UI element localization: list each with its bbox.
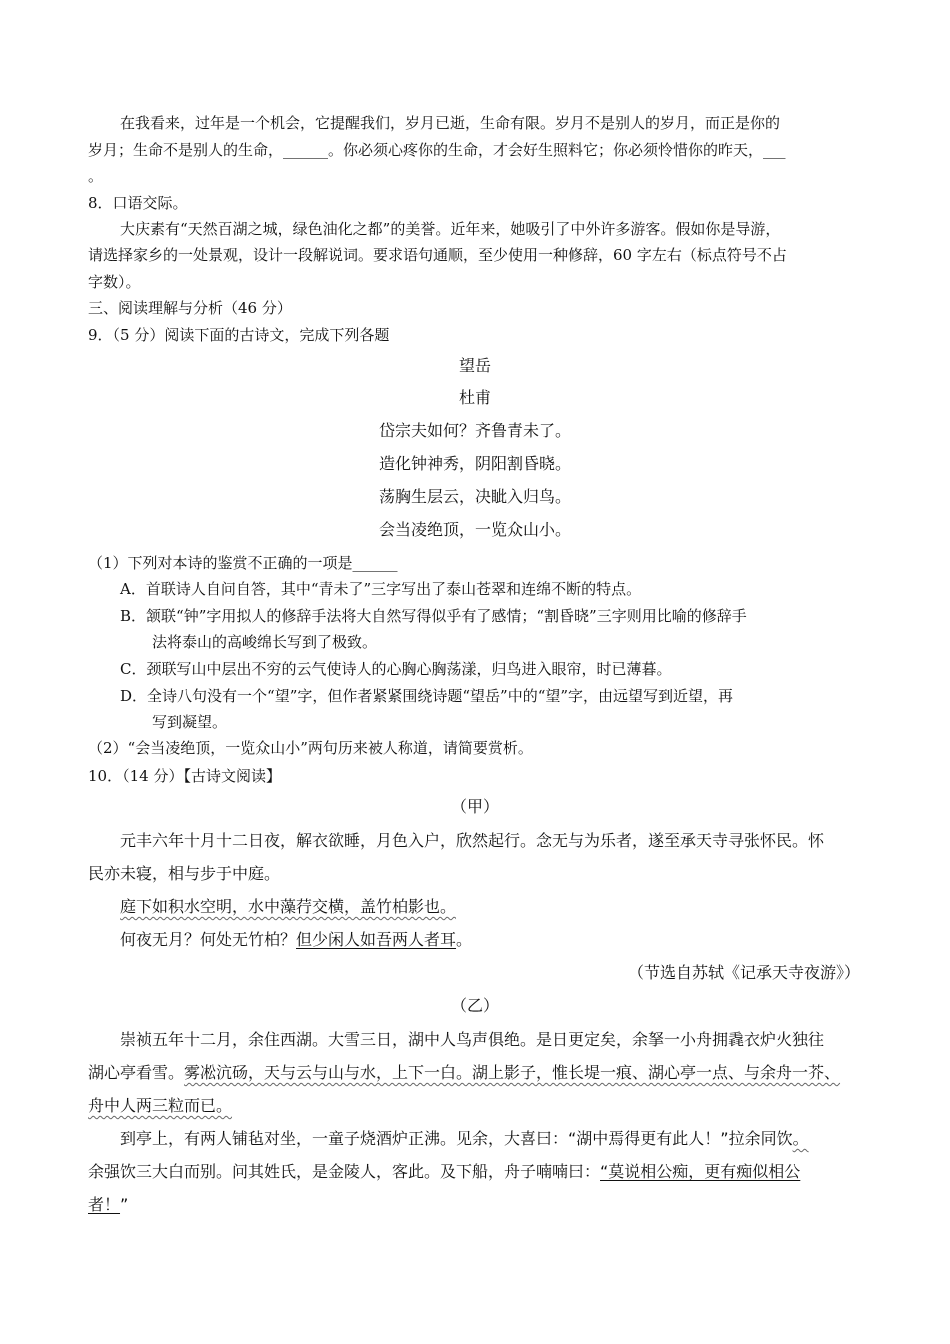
passage-jia-line: 元丰六年十月十二日夜，解衣欲睡，月色入户，欣然起行。念无与为乐者，遂至承天寺寻张怀民。怀 <box>120 831 825 850</box>
subquestion-2: （2）“会当凌绝顶，一览众山小”两句历来被人称道，请简要赏析。 <box>88 739 533 757</box>
passage-line: 。 <box>88 167 104 185</box>
section-heading: 三、阅读理解与分析（46 分） <box>88 299 292 317</box>
option-b-cont: 法将泰山的高峻绵长写到了极致。 <box>152 633 378 651</box>
passage-jia-source: （节选自苏轼《记承天寺夜游》） <box>627 963 860 982</box>
subquestion-1: （1）下列对本诗的鉴赏不正确的一项是______ <box>88 554 398 572</box>
option-a: A．首联诗人自问自答，其中“青未了”三字写出了泰山苍翠和连绵不断的特点。 <box>120 580 642 598</box>
yi-line-text: 余强饮三大白而别。问其姓氏，是金陵人，客此。及下船，舟子喃喃曰： <box>88 1162 601 1181</box>
option-d: D．全诗八句没有一个“望”字，但作者紧紧围绕诗题“望岳”中的“望”字，由远望写到近望，再 <box>120 687 734 705</box>
passage-jia-label: （甲） <box>450 797 499 816</box>
passage-yi-line <box>120 1129 809 1149</box>
yi-wavy-text: 雾凇沆砀，天与云与山与水，上下一白。湖上影子，惟长堤一痕、湖心亭一点、与余舟一芥、 <box>184 1063 841 1082</box>
poem-line: 岱宗夫如何？齐鲁青未了。 <box>378 421 571 440</box>
passage-jia-line-wavy: 庭下如积水空明，水中藻荇交横，盖竹柏影也。 <box>120 897 457 916</box>
poem-line: 造化钟神秀，阴阳割昏晓。 <box>378 454 571 473</box>
question-8-line: 字数）。 <box>88 273 141 291</box>
question-8-line: 请选择家乡的一处景观，设计一段解说词。要求语句通顺，至少使用一种修辞，60 字左右（标点符号不占 <box>88 246 787 264</box>
yi-underlined-sentence: “莫说相公痴，更有痴似相公 <box>600 1162 801 1181</box>
jia-line-text: 。 <box>456 930 473 949</box>
passage-yi-line <box>88 1162 800 1182</box>
yi-underlined-sentence: 者！ <box>88 1195 121 1214</box>
poem-line: 会当凌绝顶，一览众山小。 <box>378 520 571 539</box>
yi-line-text: 湖心亭看雪。 <box>88 1063 185 1082</box>
jia-line-text: 何夜无月？何处无竹柏？ <box>120 930 297 949</box>
poem-title: 望岳 <box>458 356 491 375</box>
option-d-cont: 写到凝望。 <box>152 713 228 731</box>
question-10-title: 10．（14 分）【古诗文阅读】 <box>88 767 281 785</box>
yi-line-text: ” <box>120 1195 129 1214</box>
jia-underlined-sentence: 但少闲人如吾两人者耳 <box>296 930 457 949</box>
passage-jia-line <box>120 930 472 950</box>
passage-line: 在我看来，过年是一个机会，它提醒我们，岁月已逝，生命有限。岁月不是别人的岁月，而正是你的 <box>120 114 781 132</box>
yi-wavy-text: 。 <box>792 1129 809 1148</box>
passage-yi-line <box>88 1063 840 1083</box>
passage-yi-label: （乙） <box>450 996 499 1015</box>
poem-author: 杜甫 <box>458 388 491 407</box>
question-9-title: 9．（5 分）阅读下面的古诗文，完成下列各题 <box>88 326 390 344</box>
question-8-title: 8．口语交际。 <box>88 194 188 212</box>
passage-yi-line <box>88 1195 128 1215</box>
passage-yi-line-wavy: 舟中人两三粒而已。 <box>88 1096 233 1115</box>
option-b: B．颔联“钟”字用拟人的修辞手法将大自然写得似乎有了感情；“割昏晓”三字则用比喻的修辞手 <box>120 607 747 625</box>
passage-yi-line: 崇祯五年十二月，余住西湖。大雪三日，湖中人鸟声俱绝。是日更定矣，余拏一小舟拥毳衣炉火独往 <box>120 1030 825 1049</box>
passage-line: 岁月；生命不是别人的生命，______。你必须心疼你的生命，才会好生照料它；你必须怜惜你的昨天，___ <box>88 141 786 159</box>
question-8-line: 大庆素有“天然百湖之城，绿色油化之都”的美誉。近年来，她吸引了中外许多游客。假如你是导游， <box>120 220 781 238</box>
passage-jia-line: 民亦未寝，相与步于中庭。 <box>88 864 281 883</box>
yi-line-text: 到亭上，有两人铺毡对坐，一童子烧酒炉正沸。见余，大喜曰：“湖中焉得更有此人！”拉余同饮 <box>120 1129 793 1148</box>
option-c: C．颈联写山中层出不穷的云气使诗人的心胸心胸荡漾，归鸟进入眼帘，时已薄暮。 <box>120 660 672 678</box>
poem-line: 荡胸生层云，决眦入归鸟。 <box>378 487 571 506</box>
